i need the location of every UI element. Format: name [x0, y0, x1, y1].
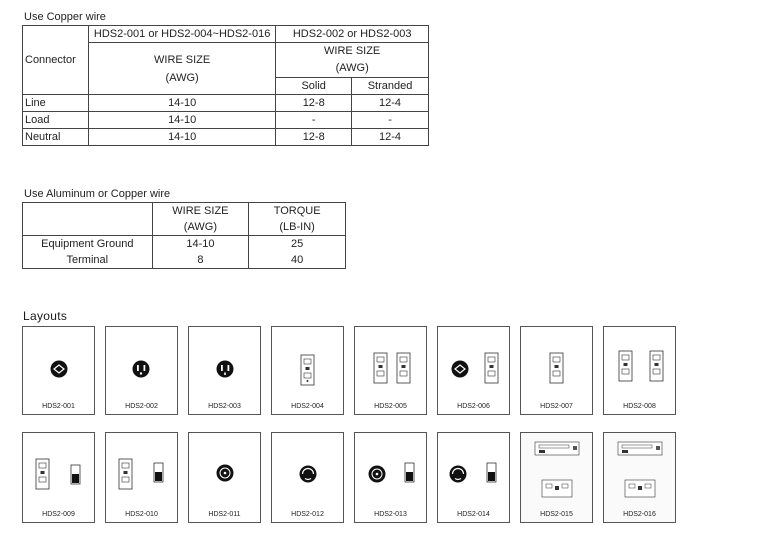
cell-value: 25: [290, 238, 304, 250]
row-label: Load: [23, 112, 89, 129]
cell-value: 14-10: [88, 129, 275, 146]
group1-sub-line2: (AWG): [165, 71, 199, 84]
locking-outlet-icon: [189, 433, 260, 505]
row-label-line1: Equipment Ground: [41, 238, 134, 250]
wire-header-line1: WIRE SIZE: [172, 205, 229, 217]
group2-header: HDS2-002 or HDS2-003: [276, 26, 429, 43]
locking-outlet-switch-icon: [355, 433, 426, 505]
group1-header: HDS2-001 or HDS2-004~HDS2-016: [88, 26, 275, 43]
cell-value: -: [276, 112, 352, 129]
copper-caption: Use Copper wire: [24, 11, 106, 23]
tile-label: HDS2-005: [374, 403, 407, 410]
outlet-icon: [23, 327, 94, 397]
gfci-switch-combo-icon: [106, 433, 177, 505]
tile-label: HDS2-003: [208, 403, 241, 410]
layout-tile-hds2-005: [354, 326, 427, 415]
tile-label: HDS2-012: [291, 511, 324, 518]
table-row: [23, 236, 346, 269]
cell-value: -: [352, 112, 429, 129]
torque-header: [249, 203, 346, 236]
table-row: [23, 129, 429, 146]
layout-tile-hds2-003: [188, 326, 261, 415]
tile-label: HDS2-016: [623, 511, 656, 518]
gfci-outlet-icon: [521, 327, 592, 397]
outlet-gfci-combo-icon: [438, 327, 509, 397]
tile-label: HDS2-009: [42, 511, 75, 518]
layout-tile-hds2-015: [520, 432, 593, 523]
layout-tile-hds2-014: [437, 432, 510, 523]
layout-tile-hds2-008: [603, 326, 676, 415]
row-label: Line: [23, 95, 89, 112]
group2-sub-line1: WIRE SIZE: [324, 45, 381, 57]
wire-size-values: [152, 236, 249, 269]
aluminum-caption: Use Aluminum or Copper wire: [24, 188, 171, 200]
layout-tile-hds2-006: [437, 326, 510, 415]
wire-header-line2: (AWG): [183, 221, 217, 233]
tile-label: HDS2-010: [125, 511, 158, 518]
cell-value: 40: [290, 254, 304, 266]
group2-sub-line2: (AWG): [335, 62, 369, 74]
table-row: [23, 95, 429, 112]
horizontal-gfci-icon: [521, 433, 592, 505]
tile-label: HDS2-006: [457, 403, 490, 410]
cell-value: 14-10: [88, 112, 275, 129]
layout-tile-hds2-002: [105, 326, 178, 415]
dual-gfci-outlet-icon: [355, 327, 426, 397]
torque-values: [249, 236, 346, 269]
cell-value: 8: [197, 254, 204, 266]
aluminum-wire-table: [22, 202, 346, 269]
layout-tile-hds2-011: [188, 432, 261, 523]
row-label: Neutral: [23, 129, 89, 146]
tile-label: HDS2-013: [374, 511, 407, 518]
tile-label: HDS2-002: [125, 403, 158, 410]
layout-tile-hds2-016: [603, 432, 676, 523]
layout-tile-hds2-013: [354, 432, 427, 523]
locking-outlet-switch-icon: [438, 433, 509, 505]
outlet-icon: [106, 327, 177, 397]
horizontal-gfci-icon: [604, 433, 675, 505]
torque-header-line2: (LB-IN): [279, 221, 315, 233]
layout-tile-hds2-009: [22, 432, 95, 523]
cell-value: 12-8: [276, 129, 352, 146]
group1-subheader: [88, 43, 275, 95]
cell-value: 12-4: [352, 129, 429, 146]
tile-label: HDS2-015: [540, 511, 573, 518]
layout-tile-hds2-007: [520, 326, 593, 415]
cell-value: 14-10: [186, 238, 215, 250]
copper-wire-table: [22, 25, 429, 146]
tile-label: HDS2-014: [457, 511, 490, 518]
dual-gfci-outlet-icon: [604, 327, 675, 397]
col-stranded: Stranded: [352, 78, 429, 95]
cell-value: 14-10: [88, 95, 275, 112]
tile-label: HDS2-004: [291, 403, 324, 410]
table-row: [23, 112, 429, 129]
torque-header-line1: TORQUE: [273, 205, 321, 217]
outlet-icon: [189, 327, 260, 397]
connector-header: Connector: [23, 26, 89, 95]
layout-tile-hds2-012: [271, 432, 344, 523]
cell-value: 12-8: [276, 95, 352, 112]
gfci-outlet-icon: [272, 327, 343, 397]
blank-header: [23, 203, 153, 236]
layouts-title: Layouts: [23, 309, 68, 323]
tile-label: HDS2-001: [42, 403, 75, 410]
row-label-line2: Terminal: [66, 254, 109, 266]
col-solid: Solid: [276, 78, 352, 95]
locking-outlet-icon: [272, 433, 343, 505]
layout-tile-hds2-010: [105, 432, 178, 523]
tile-label: HDS2-011: [208, 511, 241, 518]
wire-size-header: [152, 203, 249, 236]
gfci-switch-combo-icon: [23, 433, 94, 505]
cell-value: 12-4: [352, 95, 429, 112]
group2-subheader: [276, 43, 429, 78]
layout-tile-hds2-004: [271, 326, 344, 415]
row-label: [23, 236, 153, 269]
tile-label: HDS2-008: [623, 403, 656, 410]
layout-tile-hds2-001: [22, 326, 95, 415]
group1-sub-line1: WIRE SIZE: [154, 53, 211, 66]
tile-label: HDS2-007: [540, 403, 573, 410]
